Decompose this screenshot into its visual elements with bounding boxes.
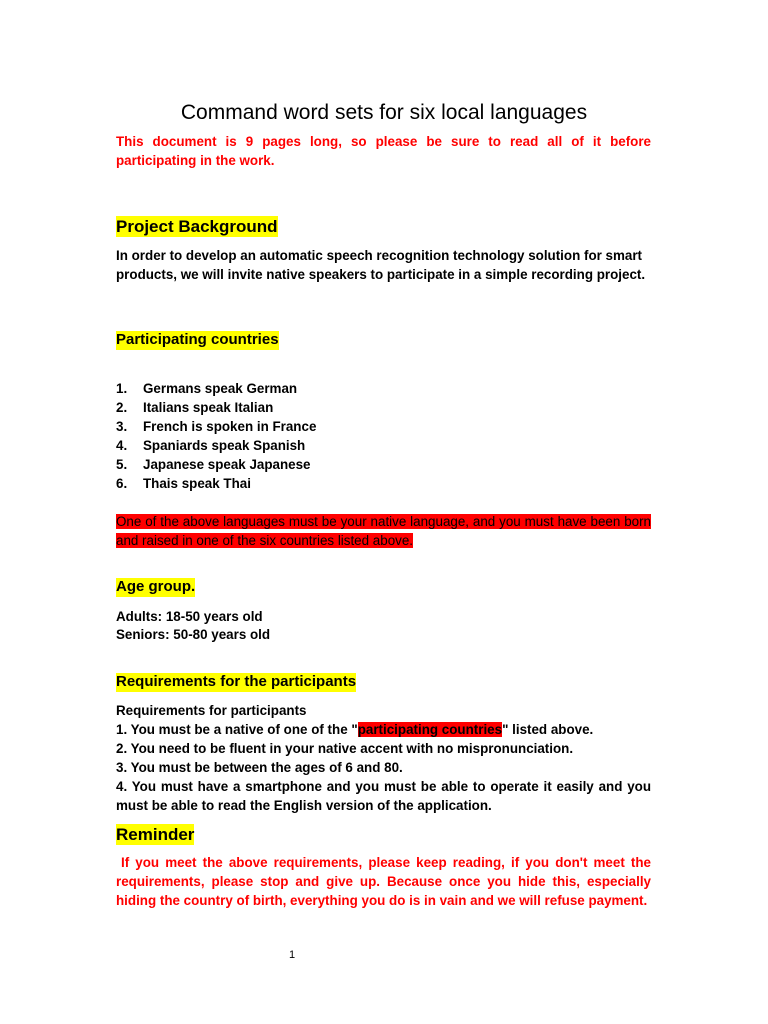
list-item-number: 1. xyxy=(116,381,128,396)
countries-list xyxy=(116,379,316,493)
reminder-heading: Reminder xyxy=(116,825,195,844)
list-item-number: 3. xyxy=(116,419,128,434)
list-item xyxy=(116,474,316,493)
requirement-2: 2. You need to be fluent in your native accent with no mispronunciation. xyxy=(116,741,574,756)
requirement-1-highlight: participating countries xyxy=(357,722,503,737)
list-item xyxy=(116,398,316,417)
requirement-1-before: 1. You must be a native of one of the " xyxy=(116,722,358,737)
list-item-text: Italians speak Italian xyxy=(143,400,274,415)
requirement-1 xyxy=(116,720,651,739)
intro-notice: This document is 9 pages long, so please be sure to read all of it before participating in the work. xyxy=(116,134,651,168)
requirements-heading: Requirements for the participants xyxy=(116,673,357,690)
warning-highlight: One of the above languages must be your native language, and you must have been born and raised in one of the six countries listed above. xyxy=(116,514,651,548)
list-item-number: 2. xyxy=(116,400,128,415)
native-language-warning xyxy=(116,512,651,550)
requirement-4: 4. You must have a smartphone and you must be able to operate it easily and you must be able to read the English version of the application. xyxy=(116,779,651,813)
participating-countries-heading: Participating countries xyxy=(116,331,279,348)
requirements-subtitle: Requirements for participants xyxy=(116,703,307,718)
list-item-text: French is spoken in France xyxy=(143,419,317,434)
project-background-heading: Project Background xyxy=(116,217,278,236)
age-group-heading: Age group. xyxy=(116,578,196,595)
reminder-text: If you meet the above requirements, please keep reading, if you don't meet the requirements, please stop and give up. Because once you hide this, especially hiding the country of birth, everything you do is in vain and we will refuse payment. xyxy=(116,855,651,908)
list-item xyxy=(116,417,316,436)
requirement-3: 3. You must be between the ages of 6 and 80. xyxy=(116,760,403,775)
list-item-number: 6. xyxy=(116,476,128,491)
list-item-text: Thais speak Thai xyxy=(143,476,251,491)
age-adults: Adults: 18-50 years old xyxy=(116,609,263,624)
page-number: 1 xyxy=(289,949,296,961)
list-item-number: 4. xyxy=(116,438,128,453)
list-item-text: Spaniards speak Spanish xyxy=(143,438,306,453)
document-title: Command word sets for six local languages xyxy=(180,101,588,124)
project-background-text: In order to develop an automatic speech recognition technology solution for smart products, we will invite native speakers to participate in a simple recording project. xyxy=(116,248,646,282)
list-item-text: Japanese speak Japanese xyxy=(143,457,311,472)
list-item-number: 5. xyxy=(116,457,128,472)
list-item-text: Germans speak German xyxy=(143,381,298,396)
age-seniors: Seniors: 50-80 years old xyxy=(116,627,271,642)
list-item xyxy=(116,436,316,455)
list-item xyxy=(116,455,316,474)
requirement-1-after: " listed above. xyxy=(502,722,594,737)
list-item xyxy=(116,379,316,398)
